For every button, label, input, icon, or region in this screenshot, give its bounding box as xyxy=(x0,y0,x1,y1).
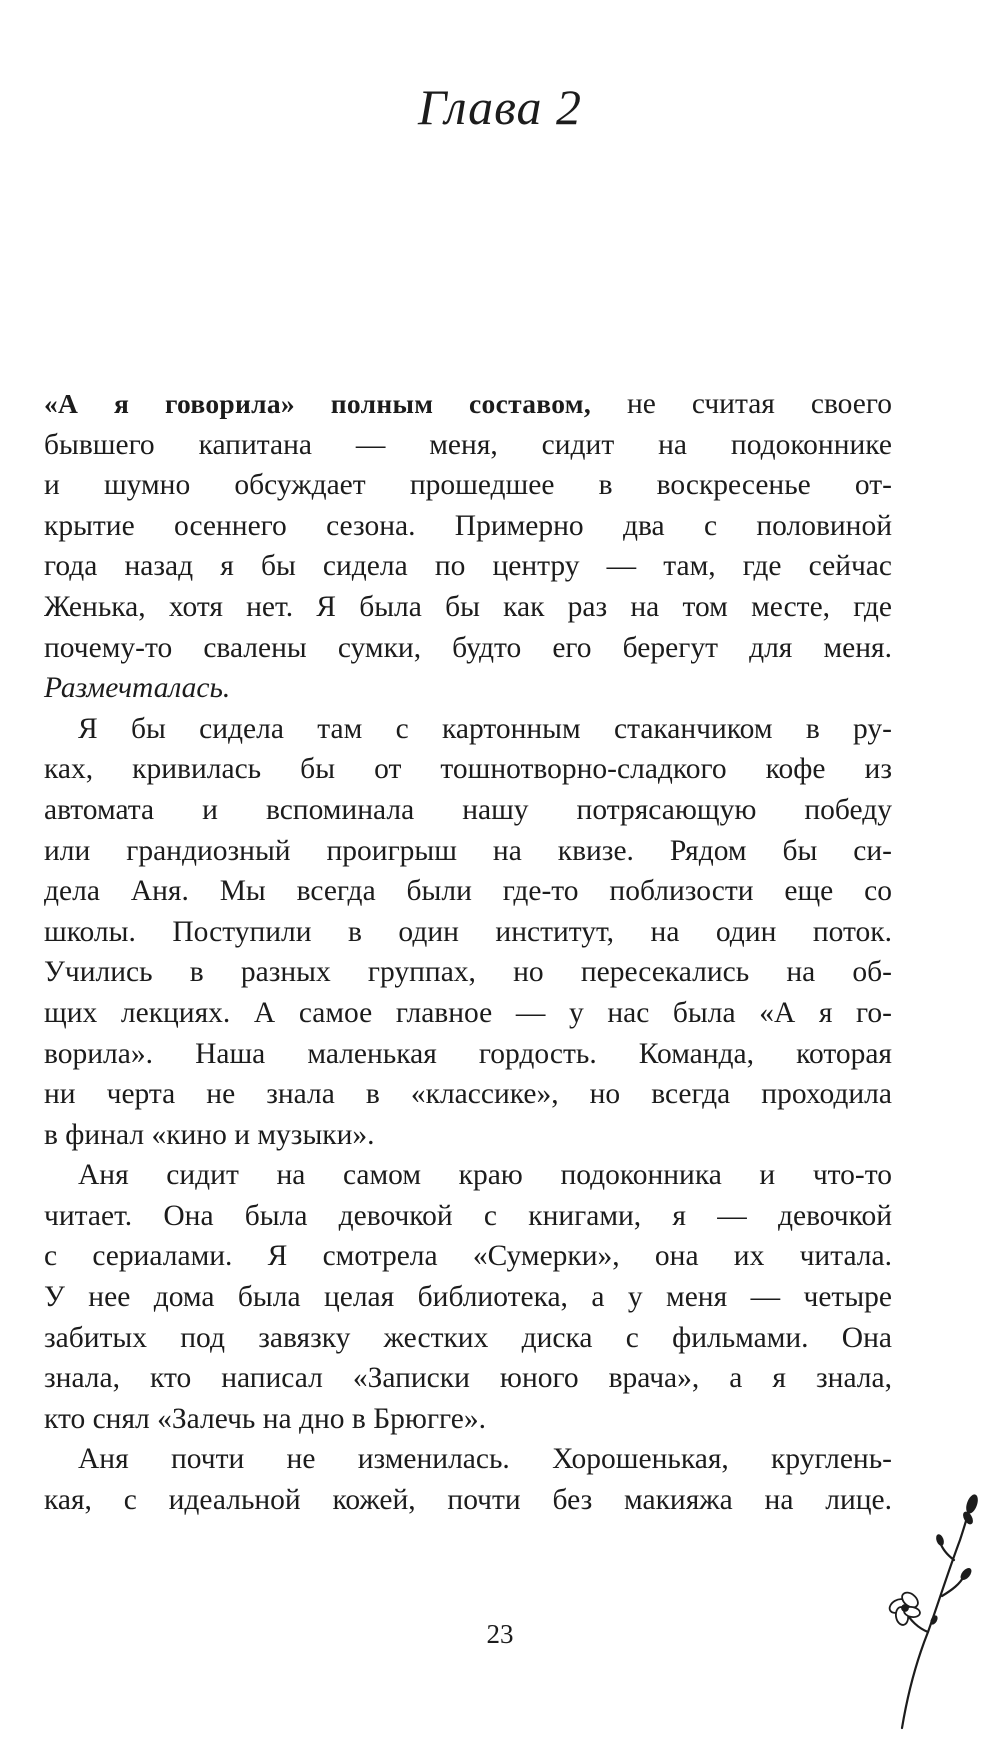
text-line: года назад я бы сидела по центру — там, где сейчас xyxy=(44,550,892,583)
text-line: дела Аня. Мы всегда были где-то поблизости еще со xyxy=(44,875,892,908)
text-line: кая, с идеальной кожей, почти без макияжа на лице. xyxy=(44,1484,892,1517)
blossom-branch-icon xyxy=(868,1492,988,1732)
text-line: автомата и вспоминала нашу потрясающую победу xyxy=(44,793,892,826)
text-line: У нее дома была целая библиотека, а у меня — четыре xyxy=(44,1281,892,1314)
text-line xyxy=(44,384,892,425)
text-line: бывшего капитана — меня, сидит на подоконнике xyxy=(44,428,892,461)
page-number: 23 xyxy=(486,1619,514,1649)
text-line: крытие осеннего сезона. Примерно два с половиной xyxy=(44,509,892,542)
text-line: почему-то свалены сумки, будто его берегут для меня. xyxy=(44,631,892,664)
text-line: ках, кривилась бы от тошнотворно-сладкого кофе из xyxy=(44,753,892,786)
text-line: Женька, хотя нет. Я была бы как раз на том месте, где xyxy=(44,590,892,623)
text-line: читает. Она была девочкой с книгами, я — девочкой xyxy=(44,1199,892,1232)
lead-phrase: «А я говорила» полным составом, xyxy=(44,388,591,419)
paragraph-start: Аня сидит на самом краю подоконника и что-то xyxy=(78,1159,892,1192)
chapter-title: Глава 2 xyxy=(417,79,583,135)
text-line: ворила». Наша маленькая гордость. Команда, которая xyxy=(44,1037,892,1070)
paragraph-start: Аня почти не изменилась. Хорошенькая, круглень- xyxy=(78,1443,892,1476)
text-line: щих лекциях. А самое главное — у нас была «А я го- xyxy=(44,996,892,1029)
text-line: и шумно обсуждает прошедшее в воскресенье от- xyxy=(44,469,892,502)
text-line: кто снял «Залечь на дно в Брюгге». xyxy=(44,1402,486,1435)
text-line-italic: Размечталась. xyxy=(44,672,231,705)
text-line: или грандиозный проигрыш на квизе. Рядом бы си- xyxy=(44,834,892,867)
text-fragment: не считая своего xyxy=(626,388,892,420)
paragraph-start: Я бы сидела там с картонным стаканчиком в ру- xyxy=(78,712,892,745)
text-line: знала, кто написал «Записки юного врача», а я знала, xyxy=(44,1362,892,1395)
text-line: ни черта не знала в «классике», но всегда проходила xyxy=(44,1078,892,1111)
text-line: школы. Поступили в один институт, на один поток. xyxy=(44,915,892,948)
text-line: в финал «кино и музыки». xyxy=(44,1118,375,1151)
text-line: Учились в разных группах, но пересекались на об- xyxy=(44,956,892,989)
text-line: забитых под завязку жестких диска с фильмами. Она xyxy=(44,1321,892,1354)
body-text xyxy=(44,384,892,1521)
text-line: с сериалами. Я смотрела «Сумерки», она их читала. xyxy=(44,1240,892,1273)
